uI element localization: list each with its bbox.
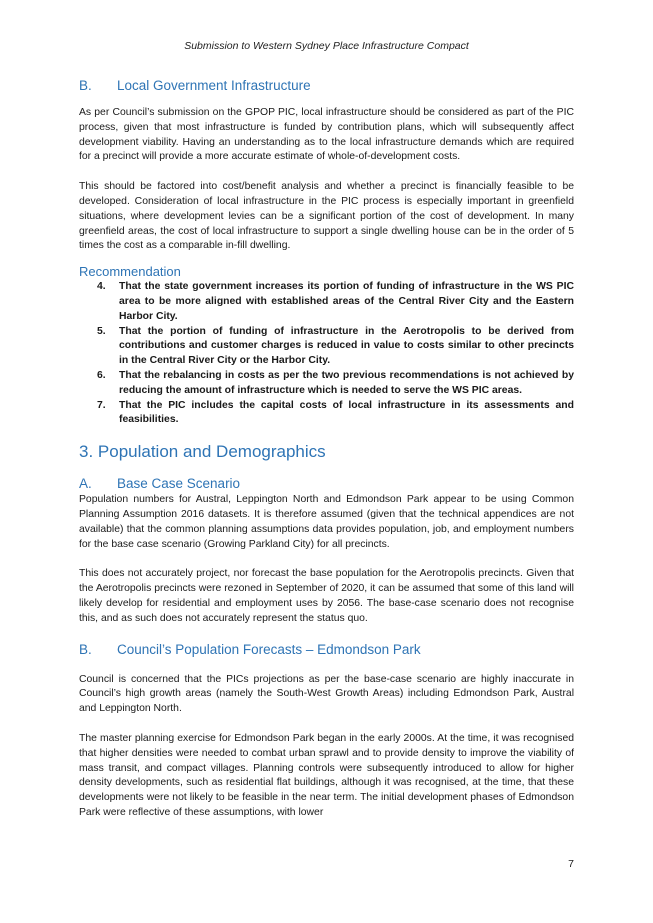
section-title: Local Government Infrastructure [117, 78, 311, 93]
recommendation-item [79, 325, 574, 369]
section-title: Council’s Population Forecasts – Edmondson Park [117, 641, 421, 657]
recommendation-text: That the state government increases its portion of funding of infrastructure in the WS PIC area to be more aligned with established areas of the Central River City and the Eastern Harbor City. [119, 281, 574, 322]
section-number: B. [79, 78, 92, 93]
recommendation-number: 6. [97, 369, 106, 381]
section-heading-local-government-infrastructure [79, 78, 574, 93]
recommendation-number: 7. [97, 399, 106, 411]
paragraph: This does not accurately project, nor forecast the base population for the Aerotropolis precincts. Given that the Aerotropolis precincts were rezoned in September of 2020, it can be assumed that some of this land will likely develop for residential and employment uses by 2056. The base-case scenario does not recognise this, and as such does not accurately represent the status quo. [79, 568, 574, 624]
recommendation-list [79, 280, 574, 428]
recommendation-item [79, 369, 574, 399]
recommendation-text: That the rebalancing in costs as per the two previous recommendations is not achieved by reducing the amount of infrastructure which is needed to serve the WS PIC areas. [119, 369, 574, 396]
paragraph: Council is concerned that the PICs projections as per the base-case scenario are highly inaccurate in Council’s high growth areas (namely the South-West Growth Areas) including Edmondson Park, Austral and Leppington North. [79, 673, 574, 715]
chapter-heading-population-demographics: 3. Population and Demographics [79, 442, 326, 462]
section-heading-base-case-scenario [79, 476, 574, 491]
paragraph: As per Council’s submission on the GPOP PIC, local infrastructure should be considered as part of the PIC process, given that most infrastructure is funded by contribution plans, which will subsequently affect development viability. Having an understanding as to the local infrastructure demands which are required for a precinct will provide a more accurate estimate of whole-of-development costs. [79, 107, 574, 163]
page-content [79, 78, 574, 821]
recommendation-heading: Recommendation [79, 264, 181, 280]
recommendation-text: That the PIC includes the capital costs of local infrastructure in its assessments and feasibilities. [119, 399, 574, 426]
recommendation-text: That the portion of funding of infrastructure in the Aerotropolis to be derived from contributions and customer charges is reduced in value to costs similar to other precincts in the Central River City or the Harbor City. [119, 325, 574, 367]
running-header: Submission to Western Sydney Place Infrastructure Compact [184, 40, 469, 52]
section-number: B. [79, 641, 92, 657]
paragraph: Population numbers for Austral, Leppington North and Edmondson Park appear to be using Common Planning Assumption 2016 datasets. It is therefore assumed (given that the technical appendices are not available) that the common planning assumptions data provides population, job, and employment numbers for the base case scenario (Growing Parkland City) for all precincts. [79, 494, 574, 550]
section-title: Base Case Scenario [117, 476, 241, 492]
recommendation-number: 4. [97, 281, 106, 293]
page-number: 7 [568, 858, 574, 870]
section-number: A. [79, 476, 92, 492]
paragraph: The master planning exercise for Edmondson Park began in the early 2000s. At the time, it was recognised that higher densities were needed to combat urban sprawl and to provide density to improve the viability of mass transit, and compact villages. Planning controls were subsequently introduced to allow for higher density developments, such as residential flat buildings, although it was recognised, at the time, that these developments were not likely to be feasible in the near term. The initial development phases of Edmondson Park were reflective of these assumptions, with lower [79, 732, 574, 818]
recommendation-number: 5. [97, 325, 106, 337]
recommendation-item [79, 399, 574, 429]
paragraph: This should be factored into cost/benefit analysis and whether a precinct is financially feasible to be developed. Consideration of local infrastructure in the PIC process is especially important in greenfield situations, where development levies can be a significant portion of the cost of development. In many greenfield areas, the cost of local infrastructure to support a single dwelling house can be in the order of 5 times the cost as a comparable in-fill dwelling. [79, 181, 574, 252]
section-heading-population-forecasts [79, 642, 574, 657]
recommendation-item [79, 280, 574, 324]
